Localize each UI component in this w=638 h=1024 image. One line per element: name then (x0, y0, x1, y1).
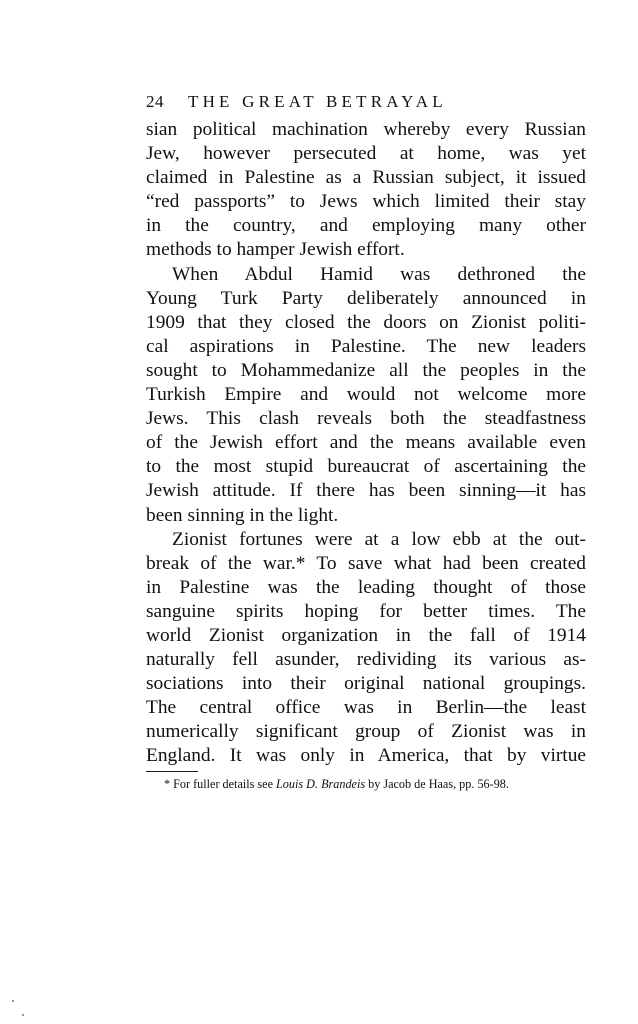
text-line: 1909 that they closed the doors on Zionist politi- (146, 311, 586, 333)
footnote-text-after: by Jacob de Haas, pp. 56-98. (365, 776, 509, 791)
text-line: sian political machination whereby every Russian (146, 119, 586, 140)
text-line: sanguine spirits hoping for better times. The (146, 600, 586, 622)
text-line: in the country, and employing many other (146, 215, 586, 237)
text-line: of the Jewish effort and the means available even (146, 432, 586, 454)
text-line: England. It was only in America, that by virtue (146, 745, 586, 767)
footnote-italic-title: Louis D. Brandeis (276, 776, 366, 791)
body-text (146, 118, 586, 769)
book-page (146, 92, 586, 792)
text-line: Jew, however persecuted at home, was yet (146, 143, 586, 165)
text-line: “red passports” to Jews which limited their stay (146, 191, 586, 213)
text-line: cal aspirations in Palestine. The new leaders (146, 335, 586, 357)
footnote-rule (146, 771, 198, 772)
text-line: Zionist fortunes were at a low ebb at the out- (172, 528, 586, 550)
text-line: Jewish attitude. If there has been sinning—it has (146, 480, 586, 502)
text-line: world Zionist organization in the fall of 1914 (146, 624, 586, 646)
text-line: Young Turk Party deliberately announced in (146, 287, 586, 309)
text-line: When Abdul Hamid was dethroned the (172, 263, 586, 285)
text-line: sociations into their original national groupings. (146, 673, 586, 695)
footnote-text-before: For fuller details see (173, 776, 277, 791)
text-line: break of the war.* To save what had been created (146, 552, 586, 574)
footnote (146, 776, 586, 792)
text-line: sought to Mohammedanize all the peoples in the (146, 359, 586, 381)
running-title: THE GREAT BETRAYAL (188, 92, 447, 111)
text-line: The central office was in Berlin—the least (146, 697, 586, 719)
footnote-marker: * (164, 776, 171, 791)
scan-speck (22, 1014, 24, 1016)
scan-speck (12, 1000, 14, 1002)
text-line: methods to hamper Jewish effort. (146, 239, 405, 261)
text-line: claimed in Palestine as a Russian subject, it issued (146, 167, 586, 189)
running-head (146, 92, 586, 112)
text-line: Turkish Empire and would not welcome more (146, 384, 586, 406)
text-line: to the most stupid bureaucrat of ascertaining the (146, 456, 586, 478)
text-line: in Palestine was the leading thought of those (146, 576, 586, 598)
text-line: Jews. This clash reveals both the steadfastness (146, 408, 586, 430)
text-line: numerically significant group of Zionist was in (146, 721, 586, 743)
page-number: 24 (146, 92, 164, 111)
text-line: been sinning in the light. (146, 504, 339, 526)
text-line: naturally fell asunder, redividing its various as- (146, 649, 586, 671)
